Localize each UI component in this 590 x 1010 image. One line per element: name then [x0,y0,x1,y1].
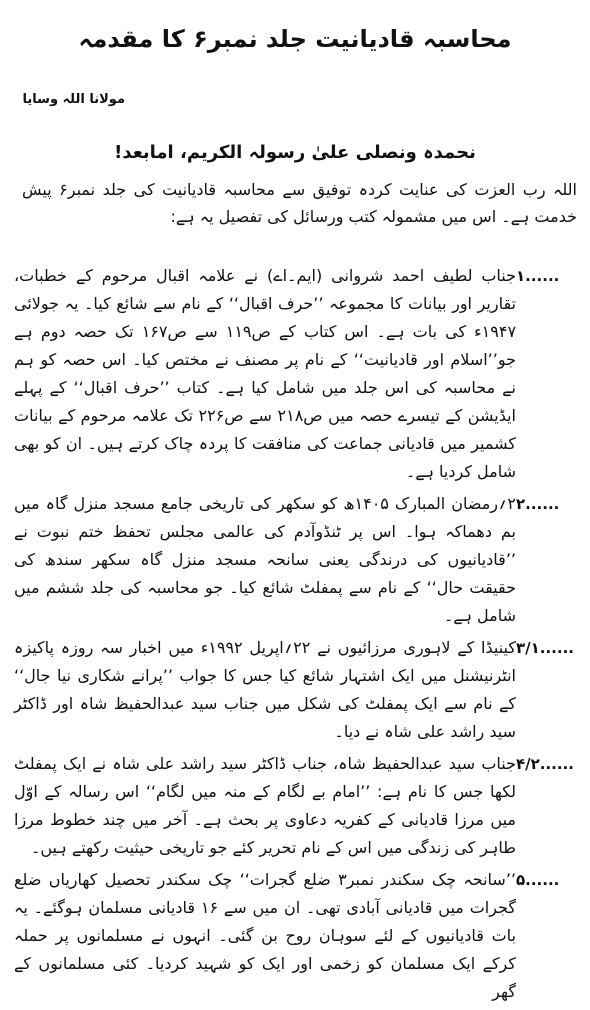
intro-paragraph: اللہ رب العزت کی عنایت کردہ توفیق سے محاسبہ قادیانیت کی جلد نمبر۶ پیش خدمت ہے۔ اس میں مشمولہ کتب ورسائل کی تفصیل یہ ہے: [22,180,578,226]
list-item [14,634,586,746]
item-text: ۲؍رمضان المبارک ۱۴۰۵ھ کو سکھر کی تاریخی جامع مسجد منزل گاہ میں بم دھماکہ ہوا۔ اس پر ٹنڈوآدم کی عالمی مجلس تحفظ ختم نبوت نے ’’قادیانیوں کی درندگی یعنی سانحہ مسجد منزل گاہ سکھر سندھ کی حقیقت حال‘‘ کے نام سے پمفلٹ شائع کیا۔ جو محاسبہ کی جلد ششم میں شامل ہے۔ [14,494,516,625]
page-title: محاسبہ قادیانیت جلد نمبر۶ کا مقدمہ [78,25,512,53]
author-name: مولانا اللہ وسایا [22,92,125,107]
contents-list [14,262,586,1010]
item-number: ۳/۱...... [516,639,574,657]
item-text: جناب سید عبدالحفیظ شاہ، جناب ڈاکٹر سید راشد علی شاہ نے ایک پمفلٹ لکھا جس کا نام ہے: ’’امام بے لگام کے منہ میں لگام‘‘ اس رسالہ کے اوّل میں مرزا قادیانی کے کفریہ دعاوی پر بحث ہے۔ آخر میں چند خطوط مرزا طاہر کی زندگی میں اس کے نام تحریر کئے جو تاریخی حیثیت رکھتے ہیں۔ [14,754,516,857]
item-text: جناب لطیف احمد شروانی (ایم۔اے) نے علامہ اقبال مرحوم کے خطبات، تقاریر اور بیانات کا مجموعہ ’’حرف اقبال‘‘ کے نام سے شائع کیا۔ یہ جولائی ۱۹۴۷ء کی بات ہے۔ اس کتاب کے ص۱۱۹ سے ص۱۶۷ تک حصہ دوم ہے جو’’اسلام اور قادیانیت‘‘ کے نام پر مصنف نے مختص کیا۔ اس حصہ کو ہم نے محاسبہ کی اس جلد میں شامل کیا ہے۔ کتاب ’’حرف اقبال‘‘ کے پہلے ایڈیشن کے تیسرے حصہ میں ص۲۱۸ سے ص۲۲۶ تک علامہ مرحوم کے بیانات کشمیر میں قادیانی جماعت کی منافقت کا پردہ چاک کرتے ہیں۔ ان کو بھی شامل کردیا ہے۔ [14,266,517,481]
item-text: کینیڈا کے لاہوری مرزائیوں نے ۲۲؍اپریل ۱۹۹۲ء میں اخبار سہ روزہ پاکیزہ انٹرنیشنل میں ایک اشتہار شائع کیا جس کا جواب ’’پرانے شکاری نیا جال‘‘ کے نام سے ایک پمفلٹ کی شکل میں جناب سید عبدالحفیظ شاہ اور ڈاکٹر سید راشد علی شاہ نے دیا۔ [14,638,517,741]
opening-invocation: نحمدہ ونصلی علیٰ رسولہ الکریم، امابعد! [114,142,476,163]
item-text: ’’سانحہ چک سکندر نمبر۳ ضلع گجرات‘‘ چک سکندر تحصیل کھاریاں ضلع گجرات میں قادیانی آبادی تھی۔ ان میں سے ۱۶ قادیانی مسلمان ہوگئے۔ یہ بات قادیانیوں کے لئے سوہان روح بن گئی۔ انہوں نے مسلمانوں پر حملہ کرکے ایک مسلمان کو زخمی اور ایک کو شہید کردیا۔ کئی مسلمانوں کے گھر [14,870,517,1001]
item-number: ۱...... [516,267,560,285]
list-item [14,262,586,486]
item-number: ۲...... [516,495,560,513]
list-item [14,750,586,862]
list-item [14,490,586,630]
item-number: ۵...... [516,871,560,889]
item-number: ۴/۲...... [516,755,574,773]
list-item [14,866,586,1006]
